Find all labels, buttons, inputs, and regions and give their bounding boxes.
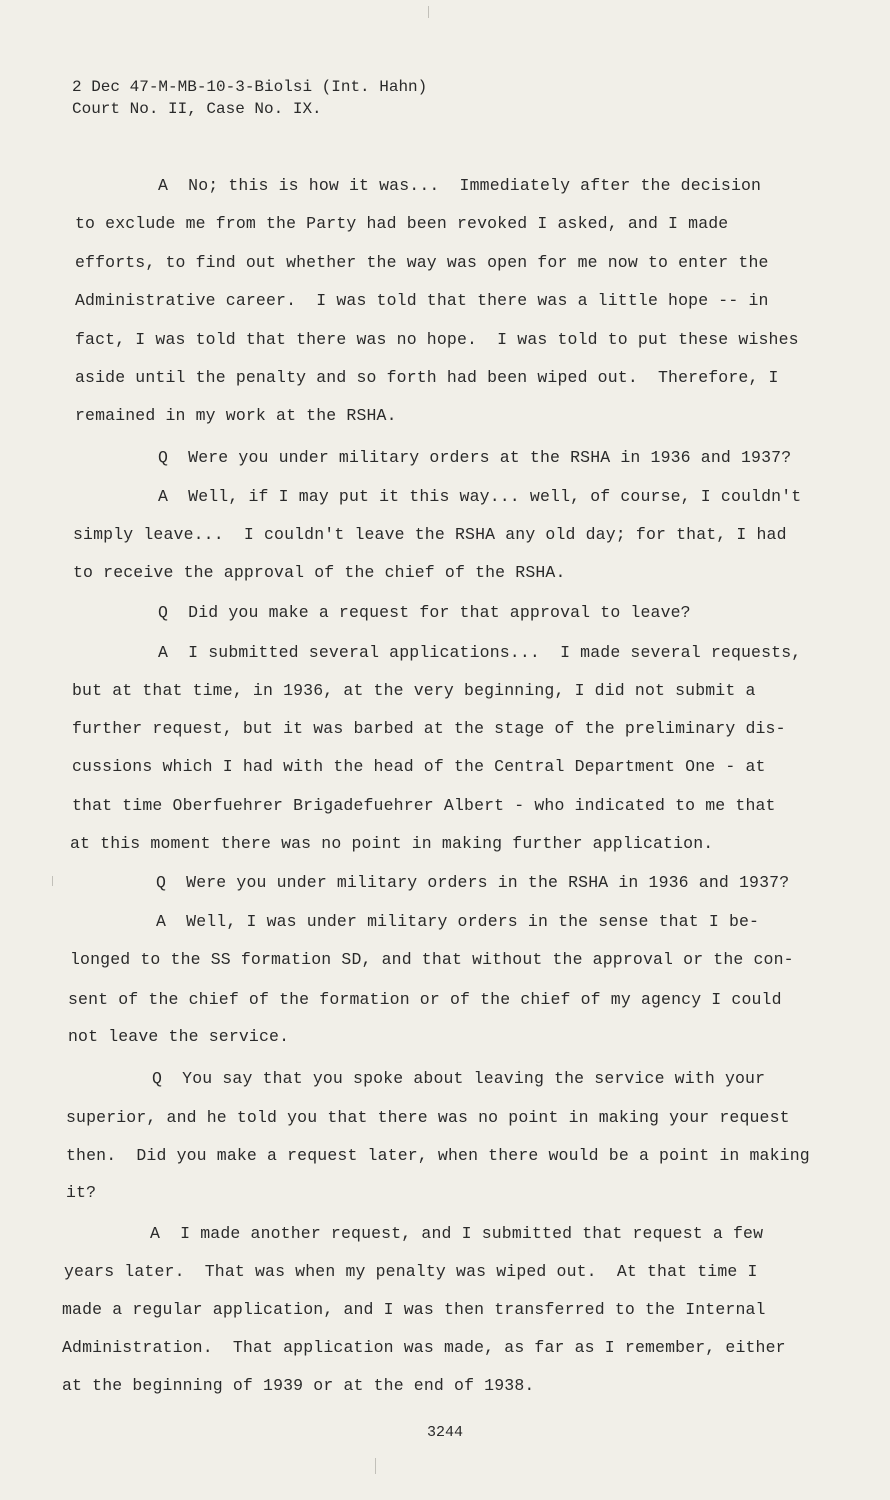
body-line: then. Did you make a request later, when there would be a point in making [66, 1146, 810, 1165]
body-line: simply leave... I couldn't leave the RSHA any old day; for that, I had [73, 525, 787, 544]
body-line: made a regular application, and I was then transferred to the Internal [62, 1300, 766, 1319]
body-line: at the beginning of 1939 or at the end of 1938. [62, 1376, 535, 1395]
body-line: efforts, to find out whether the way was open for me now to enter the [75, 253, 769, 272]
body-line: aside until the penalty and so forth had been wiped out. Therefore, I [75, 368, 779, 387]
body-line: cussions which I had with the head of the Central Department One - at [72, 757, 766, 776]
body-line: A I submitted several applications... I made several requests, [158, 643, 802, 662]
body-line: fact, I was told that there was no hope. I was told to put these wishes [75, 330, 799, 349]
body-line: remained in my work at the RSHA. [75, 406, 397, 425]
body-line: years later. That was when my penalty was wiped out. At that time I [64, 1262, 758, 1281]
body-line: it? [66, 1183, 97, 1202]
body-line: at this moment there was no point in making further application. [70, 834, 714, 853]
header-line-1: 2 Dec 47-M-MB-10-3-Biolsi (Int. Hahn) [72, 78, 428, 96]
body-line: Administration. That application was made, as far as I remember, either [62, 1338, 786, 1357]
body-line: longed to the SS formation SD, and that without the approval or the con- [70, 950, 794, 969]
body-line: to exclude me from the Party had been revoked I asked, and I made [75, 214, 729, 233]
paper-mark [375, 1458, 376, 1474]
body-line: Q Did you make a request for that approval to leave? [158, 603, 691, 622]
body-line: but at that time, in 1936, at the very beginning, I did not submit a [72, 681, 756, 700]
body-line: that time Oberfuehrer Brigadefuehrer Albert - who indicated to me that [72, 796, 776, 815]
body-line: A No; this is how it was... Immediately after the decision [158, 176, 762, 195]
paper-mark [428, 6, 429, 18]
body-line: Q Were you under military orders in the RSHA in 1936 and 1937? [156, 873, 790, 892]
body-line: superior, and he told you that there was no point in making your request [66, 1108, 790, 1127]
page-number: 3244 [426, 1424, 463, 1441]
body-line: A Well, I was under military orders in the sense that I be- [156, 912, 760, 931]
document-header [72, 76, 427, 120]
body-line: not leave the service. [68, 1027, 290, 1046]
body-line: sent of the chief of the formation or of the chief of my agency I could [68, 990, 782, 1009]
body-line: further request, but it was barbed at the stage of the preliminary dis- [72, 719, 786, 738]
body-line: A I made another request, and I submitted that request a few [150, 1224, 764, 1243]
body-line: Q You say that you spoke about leaving the service with your [152, 1069, 766, 1088]
body-line: to receive the approval of the chief of the RSHA. [73, 563, 566, 582]
body-line: Administrative career. I was told that there was a little hope -- in [75, 291, 769, 310]
body-line: Q Were you under military orders at the RSHA in 1936 and 1937? [158, 448, 792, 467]
header-line-2: Court No. II, Case No. IX. [72, 100, 322, 118]
body-line: A Well, if I may put it this way... well, of course, I couldn't [158, 487, 802, 506]
paper-mark [52, 876, 53, 886]
